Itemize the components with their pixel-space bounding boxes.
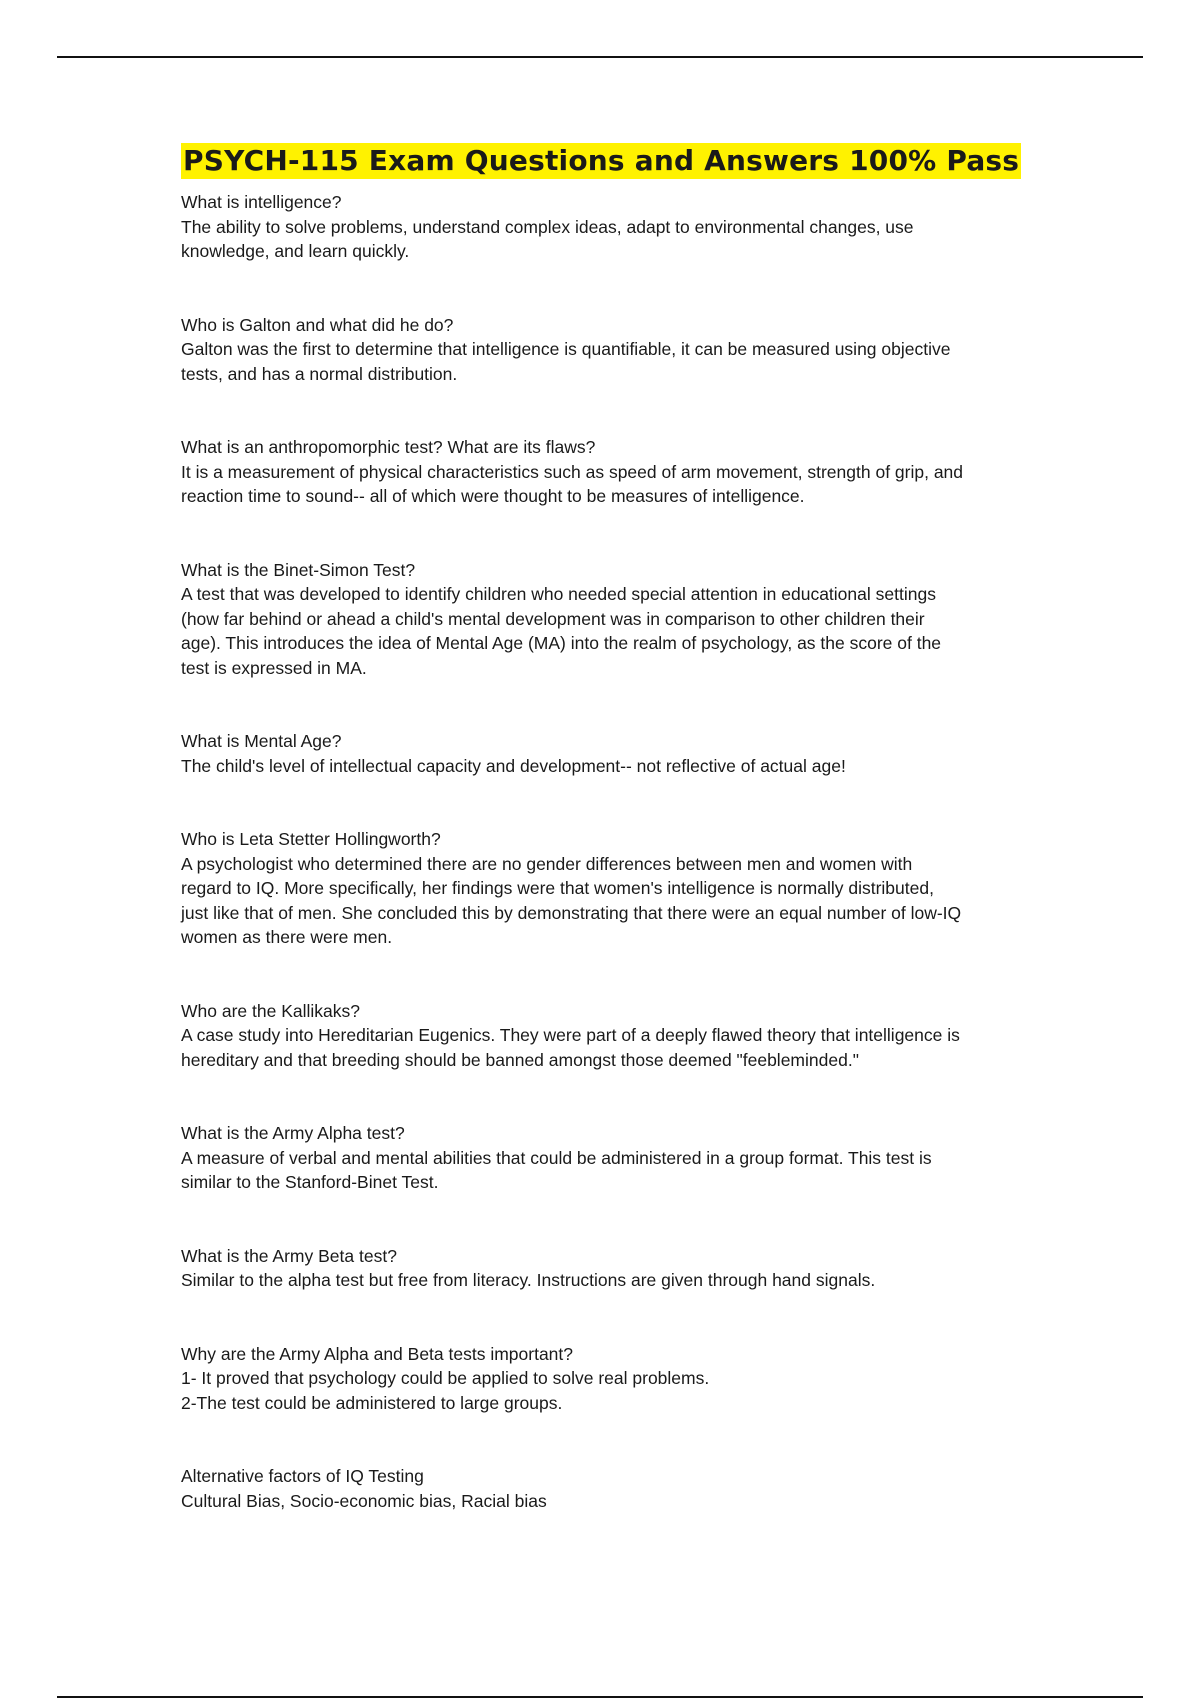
qa-item <box>181 999 1026 1073</box>
item-spacer <box>181 509 1026 558</box>
answer <box>181 1268 1026 1293</box>
question: What is Mental Age? <box>181 731 342 751</box>
answer-line: tests, and has a normal distribution. <box>181 363 458 384</box>
item-spacer <box>181 1415 1026 1464</box>
document-body <box>181 143 1026 1513</box>
qa-list <box>181 190 1026 1513</box>
answer-line: similar to the Stanford-Binet Test. <box>181 1172 439 1192</box>
answer-line: The child's level of intellectual capacity and development-- not reflective of actual age! <box>181 755 846 776</box>
answer <box>181 582 1026 680</box>
qa-item <box>181 558 1026 681</box>
answer-line: 1- It proved that psychology could be applied to solve real problems. <box>181 1368 710 1388</box>
answer-line: 2-The test could be administered to large groups. <box>181 1392 563 1413</box>
question: What is the Army Beta test? <box>181 1245 397 1266</box>
answer-line: age). This introduces the idea of Mental Age (MA) into the realm of psychology, as the score of the <box>181 633 942 653</box>
answer-line: Similar to the alpha test but free from literacy. Instructions are given through hand signals. <box>181 1270 876 1290</box>
answer-line: A psychologist who determined there are no gender differences between men and women with <box>181 853 913 874</box>
answer <box>181 460 1026 509</box>
answer <box>181 852 1026 950</box>
answer-line: (how far behind or ahead a child's mental development was in comparison to other children their <box>181 608 925 629</box>
qa-item <box>181 1244 1026 1293</box>
question: Who is Leta Stetter Hollingworth? <box>181 829 441 849</box>
item-spacer <box>181 778 1026 827</box>
answer-line: just like that of men. She concluded this by demonstrating that there were an equal number of low-IQ <box>181 902 962 923</box>
item-spacer <box>181 1072 1026 1121</box>
footer-rule <box>57 1696 1143 1698</box>
question: What is the Binet-Simon Test? <box>181 559 416 580</box>
question: What is the Army Alpha test? <box>181 1123 405 1143</box>
answer <box>181 1366 1026 1415</box>
header-rule <box>57 56 1143 58</box>
answer-line: Cultural Bias, Socio-economic bias, Racial bias <box>181 1490 547 1511</box>
answer-line: knowledge, and learn quickly. <box>181 241 410 261</box>
item-spacer <box>181 950 1026 999</box>
answer <box>181 337 1026 386</box>
qa-item <box>181 1464 1026 1513</box>
question: What is intelligence? <box>181 192 342 212</box>
item-spacer <box>181 264 1026 313</box>
document-title: PSYCH-115 Exam Questions and Answers 100% Pass <box>183 144 1020 177</box>
qa-item <box>181 1121 1026 1195</box>
question: Who is Galton and what did he do? <box>181 314 454 335</box>
answer <box>181 215 1026 264</box>
answer-line: reaction time to sound-- all of which were thought to be measures of intelligence. <box>181 486 805 506</box>
answer-line: Galton was the first to determine that intelligence is quantifiable, it can be measured using objective <box>181 339 951 359</box>
item-spacer <box>181 386 1026 435</box>
qa-item <box>181 435 1026 509</box>
answer-line: hereditary and that breeding should be banned amongst those deemed "feebleminded." <box>181 1049 859 1070</box>
qa-item <box>181 190 1026 264</box>
qa-item <box>181 313 1026 387</box>
answer <box>181 1023 1026 1072</box>
item-spacer <box>181 680 1026 729</box>
answer-line: A case study into Hereditarian Eugenics. They were part of a deeply flawed theory that intelligence is <box>181 1025 960 1045</box>
question: What is an anthropomorphic test? What are its flaws? <box>181 437 596 457</box>
qa-item <box>181 827 1026 950</box>
answer-line: regard to IQ. More specifically, her findings were that women's intelligence is normally distributed, <box>181 878 934 898</box>
answer-line: women as there were men. <box>181 927 393 947</box>
answer <box>181 1146 1026 1195</box>
qa-item <box>181 729 1026 778</box>
answer <box>181 754 1026 779</box>
qa-item <box>181 1342 1026 1416</box>
answer-line: A measure of verbal and mental abilities that could be administered in a group format. This test is <box>181 1147 932 1168</box>
question: Alternative factors of IQ Testing <box>181 1466 424 1486</box>
item-spacer <box>181 1293 1026 1342</box>
answer-line: A test that was developed to identify children who needed special attention in educational settings <box>181 584 936 604</box>
item-spacer <box>181 1195 1026 1244</box>
answer-line: It is a measurement of physical characteristics such as speed of arm movement, strength of grip, and <box>181 461 964 482</box>
answer-line: test is expressed in MA. <box>181 657 367 678</box>
question: Why are the Army Alpha and Beta tests important? <box>181 1343 574 1364</box>
title-block <box>181 143 1026 184</box>
question: Who are the Kallikaks? <box>181 1000 360 1021</box>
answer-line: The ability to solve problems, understand complex ideas, adapt to environmental changes, use <box>181 216 914 237</box>
answer <box>181 1489 1026 1514</box>
